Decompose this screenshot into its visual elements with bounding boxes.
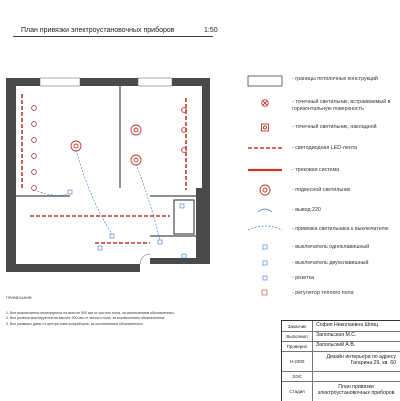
stamp-row-sheet xyxy=(282,381,400,401)
spot-1 xyxy=(32,106,37,111)
ceiling-boundary-icon xyxy=(248,76,282,86)
single-switch-icon xyxy=(263,245,267,249)
pendant-lights xyxy=(71,125,141,165)
legend-label-track: - трековая система xyxy=(292,167,340,173)
outlet-220-icon xyxy=(258,209,272,212)
legend-label-surface-spotlight: - точечный светильник, накладной xyxy=(292,124,377,130)
socket-icon xyxy=(263,276,267,280)
notes-heading: ПРИМЕЧАНИЯ: xyxy=(6,296,33,300)
stamp-label: Выполнил xyxy=(282,331,313,341)
led-strips xyxy=(22,94,186,243)
legend-label-double-switch: - выключатель двухклавишный xyxy=(292,260,369,266)
spot-4 xyxy=(32,154,37,159)
pendant-3 xyxy=(131,155,141,165)
wall-bottom-right xyxy=(150,258,210,264)
note-item: 1. Все выключатели монтируются на высоте 900 мм от чистого пола, за исключением обозначенных. xyxy=(6,311,175,316)
wall-top xyxy=(6,78,210,86)
legend-label-floor-heating: - регулятор теплого пола xyxy=(292,290,354,296)
legend-label-single-switch: - выключатель одноклавишный xyxy=(292,244,370,250)
switches xyxy=(68,190,186,258)
legend-label-switch-link: - привязка светильника к выключателю xyxy=(292,226,389,232)
surface-spotlight-icon xyxy=(262,124,269,131)
interior-walls xyxy=(16,86,196,236)
pendant-2 xyxy=(131,125,141,135)
note-item: 2. Все розетки монтируются на высоте 300 мм от чистого пола, за исключением обозначенных. xyxy=(6,316,166,321)
pendant-1-core xyxy=(74,144,78,148)
stamp-label: Стадия xyxy=(282,381,313,401)
drawing-title: План привязки электроустановочных приборов xyxy=(21,27,175,34)
double-switch-icon xyxy=(263,261,267,265)
window-2 xyxy=(138,78,172,86)
stamp-value: Запольский А.В. xyxy=(316,342,356,348)
legend-label-recessed-spotlight: - точечный светильник, встраиваемый в горизонтальную поверхность xyxy=(292,99,391,112)
switch-links xyxy=(34,150,160,240)
notes-block xyxy=(6,296,276,327)
stamp-label: Заказчик xyxy=(282,321,313,331)
stamp-value: План привязки электроустановочных приборов xyxy=(317,384,395,396)
stamp-value: Дизайн интерьера по адресу Гагарина 29, кв. 60 xyxy=(326,354,396,366)
legend-label-outlet: - вывод 220 xyxy=(292,207,321,213)
legend-label-pendant: - подвесной светильник xyxy=(292,187,351,193)
switch-link-icon xyxy=(248,226,282,230)
wall-left xyxy=(6,78,16,272)
wall-right-lower xyxy=(196,188,210,264)
stamp-value: София Николаевна Шпиц xyxy=(316,322,378,328)
stamp-label: Проверил xyxy=(282,341,313,351)
pendant-2-core xyxy=(134,128,138,132)
note-item: 3. Все размеры даны от центра электроприборов, за исключением обозначенных. xyxy=(6,321,144,326)
pendant-3-core xyxy=(134,158,138,162)
legend-icons xyxy=(248,76,282,295)
floor-heating-icon xyxy=(262,290,267,295)
stamp-row-project xyxy=(282,351,400,372)
socket-3 xyxy=(68,190,72,194)
window-1 xyxy=(40,78,80,86)
spotlights xyxy=(32,106,187,191)
stamp-label: ЭЭС xyxy=(282,371,313,381)
switch-1 xyxy=(110,234,114,238)
wall-bottom-left xyxy=(6,264,140,272)
spot-6 xyxy=(32,186,37,191)
legend-label-led-strip: - светодиодная LED-лента xyxy=(292,145,358,151)
spot-2 xyxy=(32,122,37,127)
switch-3 xyxy=(180,204,184,208)
stamp-label: Н-2300 xyxy=(282,351,313,371)
switch-2 xyxy=(158,240,162,244)
pendant-1 xyxy=(71,141,81,151)
recessed-spotlight-icon xyxy=(262,100,269,107)
wall-right-upper xyxy=(202,78,210,188)
spot-5 xyxy=(32,170,37,175)
pendant-light-icon xyxy=(260,185,270,195)
spot-3 xyxy=(32,138,37,143)
socket-1 xyxy=(98,246,102,250)
legend-label-ceiling: - границы потолочных конструкций xyxy=(292,76,378,82)
legend-label-socket: - розетка xyxy=(292,275,315,281)
drawing-scale: 1:50 xyxy=(204,27,218,34)
socket-2 xyxy=(182,254,186,258)
stamp-value: Запольская М.С. xyxy=(316,332,357,338)
door-swing xyxy=(140,254,150,264)
title-block xyxy=(281,320,400,401)
